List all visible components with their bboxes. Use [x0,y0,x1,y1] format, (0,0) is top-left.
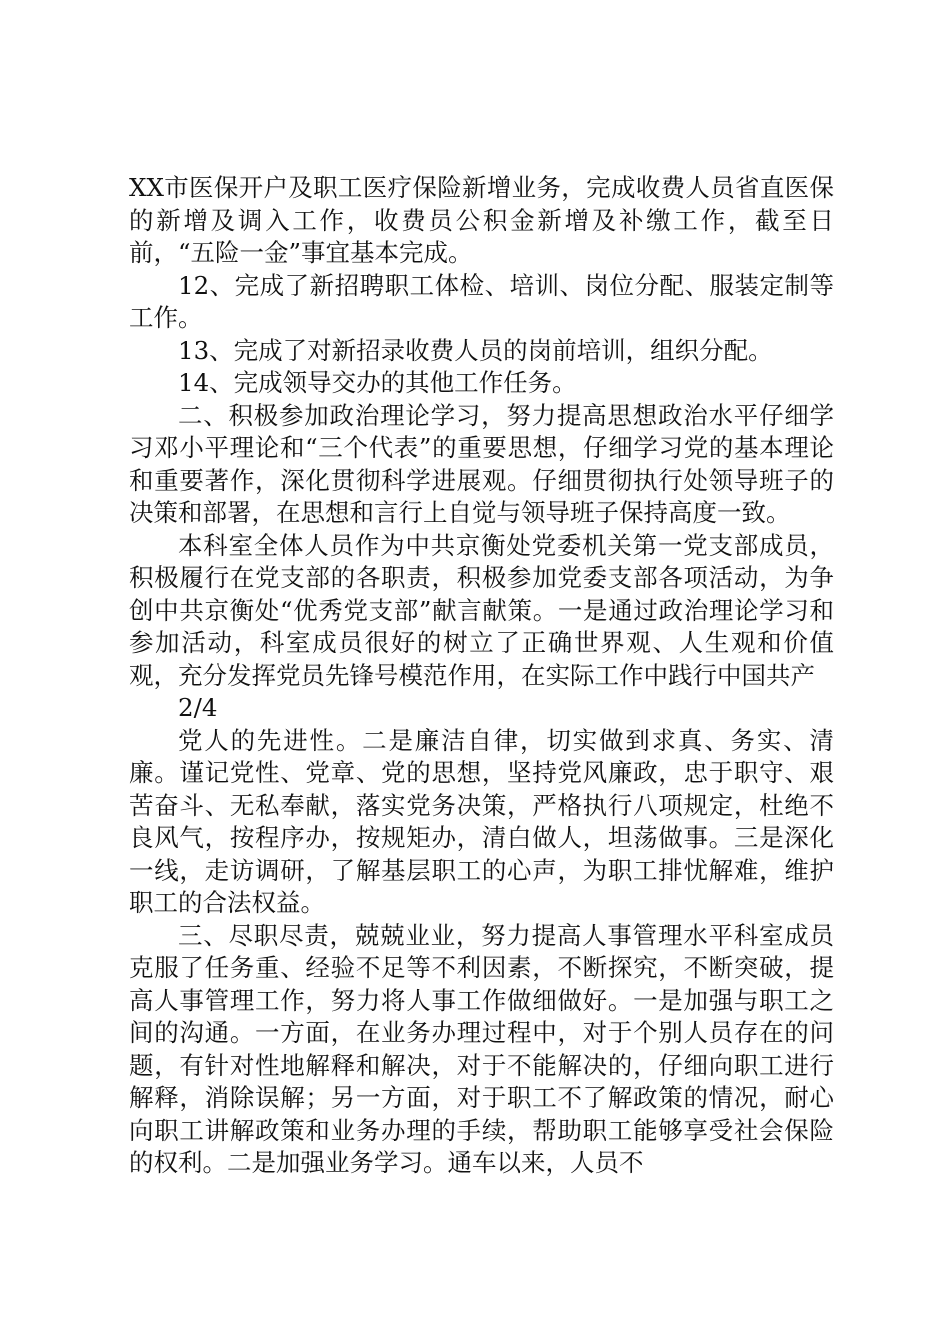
paragraph-item-13: 13、完成了对新招录收费人员的岗前培训，组织分配。 [178,335,773,365]
paragraph-party-continued: 党人的先进性。二是廉洁自律，切实做到求真、务实、清廉。谨记党性、党章、党的思想，坚持党风廉政，忠于职守、艰苦奋斗、无私奉献，落实党务决策，严格执行八项规定，杜绝不良风气，按程序办，按规矩办，清白做人，坦荡做事。三是深化一线，走访调研，了解基层职工的心声，为职工排忧解难，维护职工的合法权益。 [129,725,834,917]
paragraph-party-branch: 本科室全体人员作为中共京衡处党委机关第一党支部成员，积极履行在党支部的各职责，积极参加党委支部各项活动，为争创中共京衡处“优秀党支部”献言献策。一是通过政治理论学习和参加活动，科室成员很好的树立了正确世界观、人生观和价值观，充分发挥党员先锋号模范作用，在实际工作中践行中国共产 [129,530,834,690]
paragraph-section-three: 三、尽职尽责，兢兢业业，努力提高人事管理水平科室成员克服了任务重、经验不足等不利因素，不断探究，不断突破，提高人事管理工作，努力将人事工作做细做好。一是加强与职工之间的沟通。一方面，在业务办理过程中，对于个别人员存在的问题，有针对性地解释和解决，对于不能解决的，仔细向职工进行解释，消除误解；另一方面，对于职工不了解政策的情况，耐心向职工讲解政策和业务办理的手续，帮助职工能够享受社会保险的权利。二是加强业务学习。通车以来，人员不 [129,920,834,1177]
paragraph-continuation: XX市医保开户及职工医疗保险新增业务，完成收费人员省直医保的新增及调入工作，收费员公积金新增及补缴工作，截至日前，“五险一金”事宜基本完成。 [129,173,834,267]
document-page [129,172,834,1180]
paragraph-section-two: 二、积极参加政治理论学习，努力提高思想政治水平仔细学习邓小平理论和“三个代表”的重要思想，仔细学习党的基本理论和重要著作，深化贯彻科学进展观。仔细贯彻执行处领导班子的决策和部署，在思想和言行上自觉与领导班子保持高度一致。 [129,400,834,527]
paragraph-item-12: 12、完成了新招聘职工体检、培训、岗位分配、服装定制等工作。 [129,270,834,332]
paragraph-item-14: 14、完成领导交办的其他工作任务。 [178,368,577,397]
page-number: 2/4 [178,693,218,722]
